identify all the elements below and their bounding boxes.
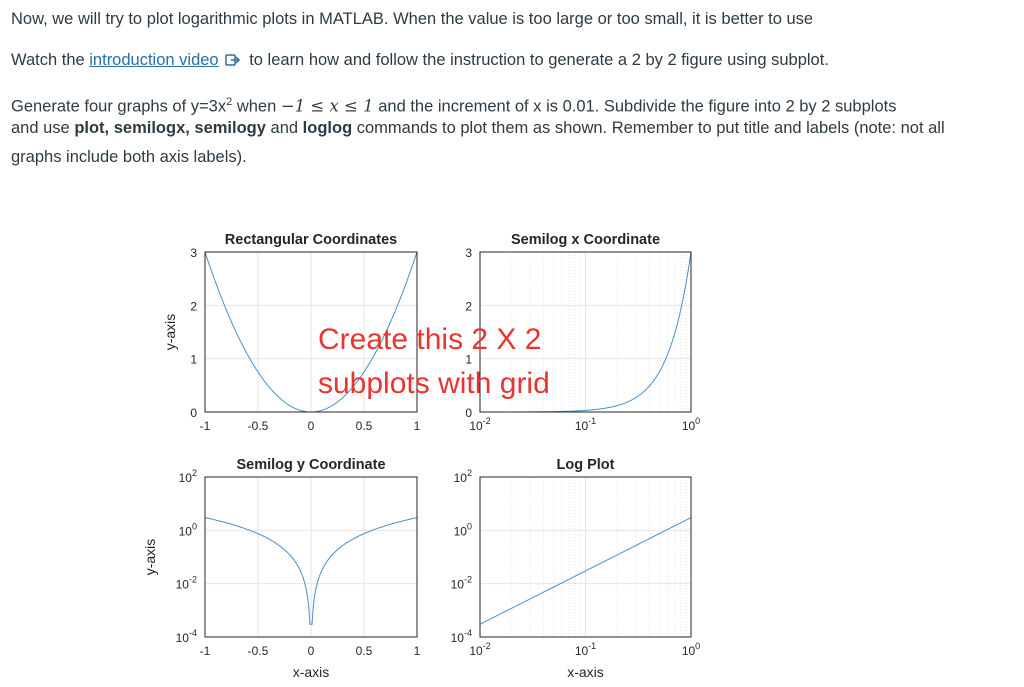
y-tick-label: 0 <box>465 406 472 420</box>
y-tick-label: 2 <box>190 299 197 314</box>
x-tick-label: 0.5 <box>355 644 373 658</box>
intro-paragraph-1: Now, we will try to plot logarithmic plots in MATLAB. When the value is too large or too small, it is better to use <box>11 10 814 28</box>
x-axis-label: x-axis <box>567 664 604 680</box>
x-tick-label: $10^0$ <box>681 641 701 658</box>
intro-paragraph-3: Generate four graphs of $y=3x^2$ when −1 ≤ x ≤ 1 and the increment of x is 0.01. Subdivide the figure into 2 by 2 subplots <box>11 96 897 116</box>
x-tick-label: -1 <box>199 419 211 433</box>
intro-paragraph-2: Watch the introduction video to learn how and follow the instruction to generate a 2 by 2 figure using subplot. <box>11 47 829 75</box>
y-tick-label: $10^0$ <box>453 521 472 539</box>
y-tick-label: 2 <box>465 299 472 314</box>
x-tick-label: $10^{-1}$ <box>574 416 597 433</box>
y-tick-label: 0 <box>190 406 197 420</box>
x-tick-label: -0.5 <box>247 419 269 433</box>
math-range: −1 ≤ x ≤ 1 <box>280 96 374 116</box>
matlab-subplot-figure <box>130 222 730 687</box>
y-tick-label: 3 <box>465 246 472 260</box>
x-tick-label: $10^0$ <box>681 416 701 433</box>
x-tick-label: $10^{-1}$ <box>574 641 597 658</box>
external-link-icon <box>225 49 241 75</box>
x-tick-label: $10^{-2}$ <box>469 416 491 433</box>
y-tick-label: 1 <box>190 352 197 367</box>
x-axis-label: x-axis <box>292 664 330 680</box>
subplot-4 <box>451 457 701 680</box>
x-tick-label: $10^{-2}$ <box>469 641 491 658</box>
x-tick-label: -0.5 <box>247 644 269 658</box>
y-axis-label: y-axis <box>142 538 158 576</box>
intro-paragraph-3-end: graphs include both axis labels). <box>11 148 247 166</box>
y-tick-label: 3 <box>190 246 197 260</box>
subplot-title: Semilog y Coordinate <box>236 457 386 473</box>
x-tick-label: 1 <box>413 644 421 658</box>
subplot-3 <box>142 457 421 680</box>
subplot-title: Log Plot <box>556 457 615 473</box>
y-tick-label: $10^{-2}$ <box>450 574 472 592</box>
subplot-title: Semilog x Coordinate <box>510 232 661 248</box>
x-tick-label: -1 <box>199 644 211 658</box>
y-tick-label: $10^2$ <box>178 468 197 485</box>
y-axis-label: y-axis <box>162 313 178 351</box>
overlay-line-2: subplots with grid <box>318 367 550 400</box>
x-tick-label: 0 <box>307 644 315 658</box>
y-tick-label: $10^{-4}$ <box>175 628 197 645</box>
y-tick-label: $10^{-2}$ <box>175 574 197 592</box>
y-tick-label: $10^{-4}$ <box>450 628 472 645</box>
x-tick-label: 0.5 <box>355 419 373 433</box>
introduction-video-link[interactable]: introduction video <box>89 51 219 69</box>
x-tick-label: 0 <box>307 419 315 433</box>
overlay-line-1: Create this 2 X 2 <box>318 323 542 356</box>
subplot-title: Rectangular Coordinates <box>224 232 398 248</box>
y-tick-label: 1 <box>465 352 472 367</box>
x-tick-label: 1 <box>413 419 421 433</box>
intro-paragraph-3-cont: and use plot, semilogx, semilogy and loglog commands to plot them as shown. Remember to put title and labels (note: not all <box>11 119 945 137</box>
y-tick-label: $10^0$ <box>178 521 197 539</box>
y-tick-label: $10^2$ <box>453 468 472 485</box>
